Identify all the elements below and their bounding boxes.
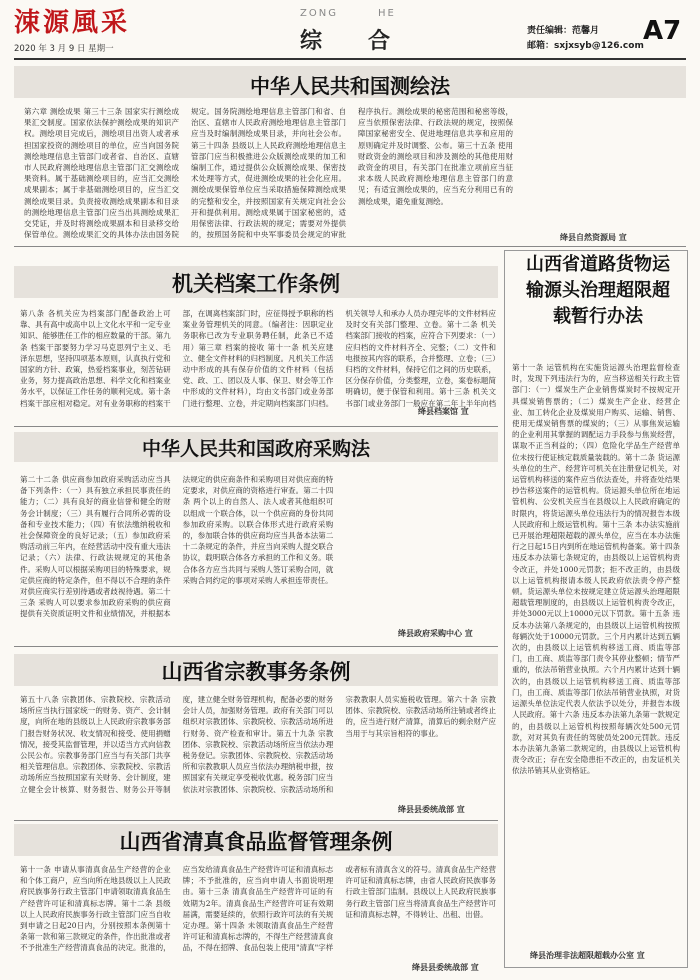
article-headline-3: 中华人民共和国政府采购法 bbox=[141, 438, 370, 460]
newspaper-title: 涑源風采 bbox=[14, 8, 131, 38]
sidebar-byline: 绛县治理非法超限超载办公室 宣 bbox=[530, 951, 645, 960]
article-byline-4: 绛县县委统战部 宣 bbox=[398, 805, 465, 814]
section-title: 综合 bbox=[300, 28, 437, 54]
article-body-3: 第二十二条 供应商参加政府采购活动应当具备下列条件：（一）具有独立承担民事责任的能力；（二）具有良好的商业信誉和健全的财务会计制度；（三）具有履行合同所必需的设备和专业技术能力；（四）有依法缴纳税收和社会保障资金的良好记录；（五）参加政府采购活动前三年内，在经营活动中没有重大违法记录；（六）法律、行政法规规定的其他条件。采购人可以根据采购项目的特殊要求，规定供应商的特定条件，但不得以不合理的条件对供应商实行差别待遇或者歧视待遇。第二十三条 采购人可以要求参加政府采购的供应商提供有关资质证明文件和业绩情况，并根据本法规定的供应商条件和采购项目对供应商的特定要求，对供应商的资格进行审查。第二十四条 两个以上的自然人、法人或者其他组织可以组成一个联合体，以一个供应商的身份共同参加政府采购。以联合体形式进行政府采购的，参加联合体的供应商均应当具备本法第二十二条规定的条件，并应当向采购人提交联合协议，载明联合体各方承担的工作和义务。联合体各方应当共同与采购人签订采购合同，就采购合同约定的事项对采购人承担连带责任。 bbox=[20, 475, 334, 619]
sidebar-headline: 山西省道路货物运输源头治理超限超载暂行办法 bbox=[526, 254, 670, 327]
article-byline-3: 绛县政府采购中心 宣 bbox=[398, 629, 473, 638]
article-headline-2: 机关档案工作条例 bbox=[172, 271, 340, 296]
editor-info bbox=[527, 24, 644, 54]
divider bbox=[14, 646, 498, 647]
article-body-2: 第八条 各机关应为档案部门配备政治上可靠、具有高中或高中以上文化水平和一定专业知识、能够胜任工作的相应数量的干部。第九条 档案干部要努力学习马克思列宁主义、毛泽东思想，坚持四项基本原则，认真执行党和国家的方针、政策，热爱档案事业，刻苦钻研业务，努力提高政治思想、科学文化和档案业务水平，以保证工作任务的顺利完成。第十条 档案干部应相对稳定。对有业务职称的档案干部，在调离档案部门时，应征得授予职称的档案业务管理机关的同意。（编者注：因职定业务职称已改为专业职务聘任制，此条已不适用）第三章 档案的接收 第十一条 机关应建立、健全文件材料的归档制度。凡机关工作活动中形成的具有保存价值的文件材料（包括党、政、工、团以及人事、保卫、财会等工作中形成的文件材料），均由文书部门或业务部门进行整理、立卷，并定期向档案部门归档。机关领导人和承办人员办理完毕的文件材料应及时交有关部门整理、立卷。第十二条 机关档案部门接收的档案，应符合下列要求：（一）应归档的文件材料齐全、完整；（二）文件和电报按其内容的联系，合并整理、立卷；（三）归档的文件材料，保持它们之间的历史联系，区分保存价值，分类整理，立卷，案卷标题简明确切，便于保管和利用。第十三条 机关文书部门或业务部门一般应在第二年上半年向档 bbox=[20, 309, 496, 408]
header-rule bbox=[14, 58, 686, 60]
article-byline-2: 绛县档案馆 宣 bbox=[418, 407, 469, 416]
editor-email: 邮箱：sxjxsyb@126.com bbox=[527, 41, 644, 51]
section-en-1: ZONG bbox=[300, 8, 338, 19]
issue-date: 2020 年 3 月 9 日 星期一 bbox=[14, 44, 114, 54]
article-byline-1: 绛县自然资源局 宣 bbox=[560, 233, 627, 242]
article-body-1: 第六章 测绘成果 第三十三条 国家实行测绘成果汇交制度。国家依法保护测绘成果的知识产权。测绘项目完成后，测绘项目出资人或者承担国家投资的测绘项目的单位，应当向国务院测绘地理信息主管部门或者省、自治区、直辖市人民政府测绘地理信息主管部门汇交测绘成果资料。属于基础测绘项目的，应当汇交测绘成果副本；属于非基础测绘项目的，应当汇交测绘成果目录。负责接收测绘成果副本和目录的测绘地理信息主管部门应当出具测绘成果汇交凭证，并及时将测绘成果副本和目录移交给保管单位。测绘成果汇交的具体办法由国务院规定。国务院测绘地理信息主管部门和省、自治区、直辖市人民政府测绘地理信息主管部门应当及时编制测绘成果目录，并向社会公布。第三十四条 县级以上人民政府测绘地理信息主管部门应当积极推进公众版测绘成果的加工和编制工作，通过提供公众版测绘成果、保密技术处理等方式，促进测绘成果的社会化应用。测绘成果保管单位应当采取措施保障测绘成果的完整和安全，并按照国家有关规定向社会公开和提供利用。测绘成果属于国家秘密的，适用保密法律、行政法规的规定；需要对外提供的，按照国务院和中央军事委员会规定的审批程序执行。测绘成果的秘密范围和秘密等级，应当依照保密法律、行政法规的规定，按照保障国家秘密安全、促进地理信息共享和应用的原则确定并及时调整、公布。第三十五条 使用财政资金的测绘项目和涉及测绘的其他使用财政资金的项目，有关部门在批准立项前应当征求本级人民政府测绘地理信息主管部门的意见；有适宜测绘成果的，应当充分利用已有的测绘成果，避免重复测绘。 bbox=[24, 107, 513, 240]
divider bbox=[14, 426, 498, 427]
divider bbox=[14, 820, 498, 821]
editor-name: 责任编辑：范馨月 bbox=[527, 26, 600, 36]
article-body-5: 第十一条 申请从事清真食品生产经营的企业和个体工商户，应当向所在地县级以上人民政府民族事务行政主管部门申请领取清真食品生产经营许可证和清真标志牌。第十二条 县级以上人民政府民族事务行政主管部门应当自收到申请之日起20日内，分别按照本条例第十条第一款和第三款规定的条件，作出批准或者不予批准生产经营清真食品的决定。批准的，应当发给清真食品生产经营许可证和清真标志牌；不予批准的，应当向申请人书面说明理由。第十三条 清真食品生产经营许可证的有效期为2年。清真食品生产经营许可证有效期届满，需要延续的，依照行政许可法的有关规定办理。第十四条 未领取清真食品生产经营许可证和清真标志牌的，不得生产经营清真食品，不得在招牌、食品包装上使用"清真"字样或者标有清真含义的符号。清真食品生产经营许可证和清真标志牌，由省人民政府民族事务行政主管部门监制。县级以上人民政府民族事务行政主管部门应当将清真食品生产经营许可证和清真标志牌，不得转让、出租、出借。 bbox=[20, 865, 496, 953]
page-number: A7 bbox=[643, 16, 682, 46]
article-headline-5: 山西省清真食品监督管理条例 bbox=[119, 829, 393, 854]
article-headline-1: 中华人民共和国测绘法 bbox=[250, 74, 450, 98]
sidebar-body: 第十一条 运管机构在实施货运源头治理监督检查时，发现下列违法行为的，应当移送相关行政主管部门：（一）煤炭生产企业销售煤炭时不按规定开具煤炭销售票的；（二）煤炭生产企业、经营企业、加工转化企业及煤炭用户购买、运输、销售、使用无煤炭销售票的煤炭的；（三）从事焦炭运输的企业利用其掌握的调配运力手段参与焦炭经营，谋取不正当利益的；（四）危险化学品生产经营单位未按行使证核定载质量装载的。第十二条 货运源头单位的生产、经营许可机关在注册登记机关，对运管机构移送的案件应当依法查处，并将查处结果抄告移送案件的运管机构。货运源头单位所在地运管机构、公安机关应当在县级以上人民政府确定的时限内，将货运源头单位违法行为的情况报告本级人民政府和上级运管机构。第十三条 本办法实施前已开展治理超限超载的源头单位，应当在本办法施行之日起15日内到所在地运管机构备案。第十四条 违反本办法第七条规定的，由县级以上运管机构责令改正，并处1000元罚款；拒不改正的，由县级以上运管机构报请本级人民政府依法责令停产整顿。货运源头单位未按规定建立货运源头治理超限超载管理制度的，由县级以上运管机构责令改正，并处3000元以上10000元以下罚款。第十五条 违反本办法第八条规定的，由县级以上运管机构按照每辆次处于10000元罚款。三个月内累计达到五辆次的，由县级以上运管机构移送工商、质监等部门，由工商、质监等部门责令其停业整顿；情节严重的，依法吊销营业执照。六个月内累计达到十辆次的，由县级以上运管机构移送工商、质监等部门，由工商、质监等部门依法吊销营业执照，对货运源头单位法定代表人依法予以处分，并报告本级人民政府。第十六条 违反本办法第九条第一款规定的，由县级以上运管机构按照每辆次处500元罚款，对对其负有责任的驾驶员处200元罚款。违反本办法第九条第二款规定的，由县级以上运管机构责令改正；存在安全隐患拒不改正的，由发证机关依法吊销其从业资格证。 bbox=[512, 363, 680, 776]
article-byline-5: 绛县县委统战部 宣 bbox=[412, 963, 479, 972]
section-en-2: HE bbox=[378, 8, 396, 19]
divider bbox=[14, 246, 686, 247]
article-headline-4: 山西省宗教事务条例 bbox=[161, 659, 351, 684]
article-body-4: 第五十八条 宗教团体、宗教院校、宗教活动场所应当执行国家统一的财务、资产、会计制度，向所在地的县级以上人民政府宗教事务部门报告财务状况、收支情况和接受、使用捐赠情况，接受其监督管理，并以适当方式向信教公民公布。宗教事务部门应当与有关部门共享相关管理信息。宗教团体、宗教院校、宗教活动场所应当按照国家有关财务、会计制度，建立健全会计核算、财务报告、财务公开等制度，建立健全财务管理机构，配备必要的财务会计人员，加强财务管理。政府有关部门可以组织对宗教团体、宗教院校、宗教活动场所进行财务、资产检查和审计。第五十九条 宗教团体、宗教院校、宗教活动场所应当依法办理税务登记。宗教团体、宗教院校、宗教活动场所和宗教教职人员应当依法办理纳税申报，按照国家有关规定享受税收优惠。税务部门应当依法对宗教团体、宗教院校、宗教活动场所和宗教教职人员实施税收管理。第六十条 宗教团体、宗教院校、宗教活动场所注销或者终止的，应当进行财产清算，清算后的剩余财产应当用于与其宗旨相符的事业。 bbox=[20, 695, 496, 794]
